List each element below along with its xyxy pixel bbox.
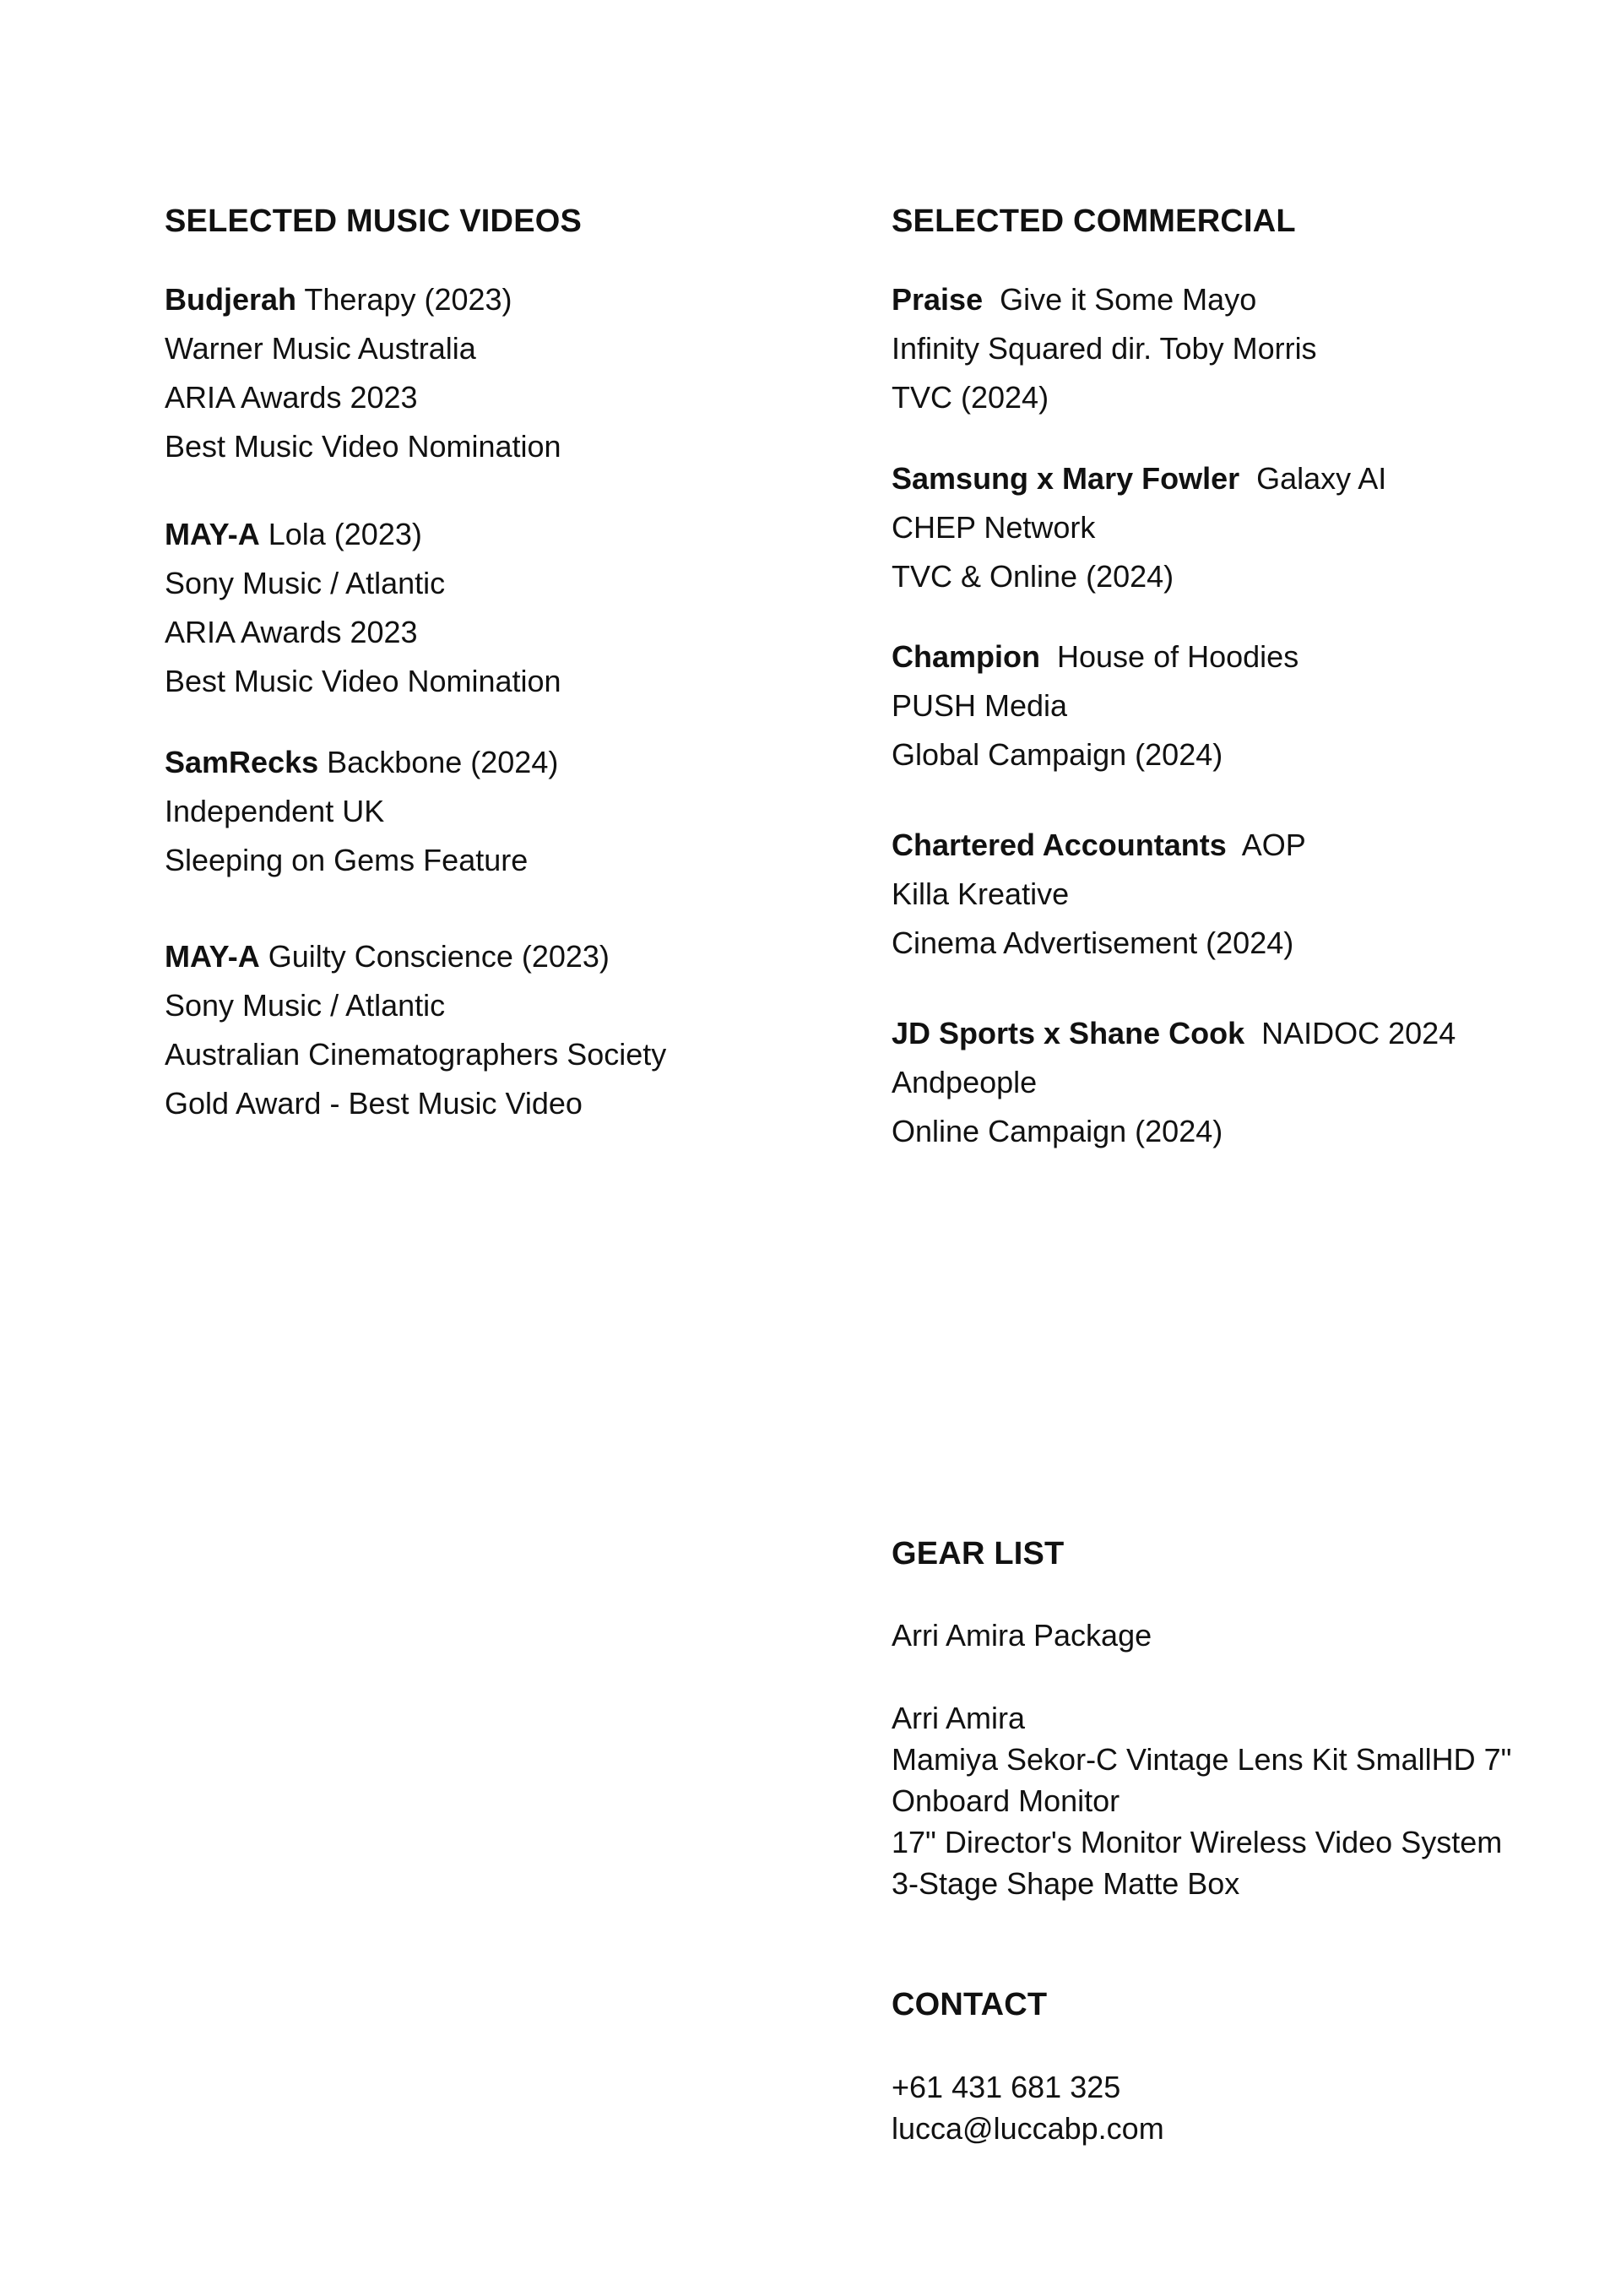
client-name: Praise	[892, 282, 984, 317]
gear-item: Arri Amira	[892, 1701, 1026, 1735]
video-title: Guilty Conscience (2023)	[268, 939, 610, 974]
commercial-entry	[892, 821, 1306, 968]
artist-name: MAY-A	[165, 939, 260, 974]
commercial-entry	[892, 454, 1386, 601]
entry-detail: Sony Music / Atlantic	[165, 988, 446, 1023]
entry-title-line	[165, 275, 561, 324]
entry-detail: Cinema Advertisement (2024)	[892, 925, 1294, 960]
entry-detail: Sony Music / Atlantic	[165, 566, 446, 600]
campaign-title: NAIDOC 2024	[1261, 1016, 1456, 1050]
client-name: JD Sports x Shane Cook	[892, 1016, 1245, 1050]
contact-details	[892, 2066, 1164, 2149]
contact-phone: +61 431 681 325	[892, 2070, 1121, 2104]
entry-detail: Sleeping on Gems Feature	[165, 843, 529, 877]
entry-title-line	[892, 821, 1306, 870]
gear-item: Onboard Monitor	[892, 1783, 1120, 1818]
contact-heading: CONTACT	[892, 1987, 1048, 2022]
campaign-title: Give it Some Mayo	[1000, 282, 1257, 317]
video-title: Lola (2023)	[268, 517, 422, 551]
gear-items-list	[892, 1697, 1511, 1904]
entry-detail: TVC (2024)	[892, 380, 1049, 415]
entry-detail: ARIA Awards 2023	[165, 380, 418, 415]
entry-detail: Killa Kreative	[892, 877, 1070, 911]
entry-title-line	[165, 738, 558, 787]
gear-item: Mamiya Sekor-C Vintage Lens Kit SmallHD 7"	[892, 1742, 1512, 1777]
entry-title-line	[892, 454, 1386, 503]
gear-item: 3-Stage Shape Matte Box	[892, 1866, 1240, 1901]
entry-detail: PUSH Media	[892, 688, 1068, 723]
artist-name: Budjerah	[165, 282, 297, 317]
gear-item: 17" Director's Monitor Wireless Video System	[892, 1825, 1503, 1859]
entry-detail: Independent UK	[165, 794, 385, 828]
gear-package-name: Arri Amira Package	[892, 1618, 1152, 1653]
entry-detail: Warner Music Australia	[165, 331, 476, 366]
campaign-title: AOP	[1241, 828, 1306, 862]
entry-title-line	[892, 275, 1317, 324]
entry-detail: Best Music Video Nomination	[165, 664, 561, 698]
campaign-title: House of Hoodies	[1057, 639, 1299, 674]
entry-title-line	[165, 932, 666, 981]
entry-detail: ARIA Awards 2023	[165, 615, 418, 649]
artist-name: MAY-A	[165, 517, 260, 551]
entry-detail: Andpeople	[892, 1065, 1038, 1099]
entry-detail: Online Campaign (2024)	[892, 1114, 1223, 1148]
music-video-entry	[165, 275, 561, 471]
client-name: Champion	[892, 639, 1040, 674]
client-name: Samsung x Mary Fowler	[892, 461, 1240, 496]
entry-detail: Infinity Squared dir. Toby Morris	[892, 331, 1317, 366]
entry-detail: TVC & Online (2024)	[892, 559, 1174, 594]
video-title: Therapy (2023)	[304, 282, 512, 317]
entry-title-line	[892, 1009, 1456, 1058]
music-videos-heading: SELECTED MUSIC VIDEOS	[165, 204, 583, 239]
entry-detail: CHEP Network	[892, 510, 1096, 545]
commercial-entry	[892, 1009, 1456, 1156]
entry-title-line	[165, 510, 561, 559]
artist-name: SamRecks	[165, 745, 319, 779]
commercial-heading: SELECTED COMMERCIAL	[892, 204, 1296, 239]
music-video-entry	[165, 738, 558, 885]
contact-email[interactable]: lucca@luccabp.com	[892, 2111, 1164, 2146]
music-video-entry	[165, 510, 561, 706]
commercial-entry	[892, 632, 1298, 779]
entry-title-line	[892, 632, 1298, 681]
entry-detail: Australian Cinematographers Society	[165, 1037, 667, 1072]
client-name: Chartered Accountants	[892, 828, 1227, 862]
campaign-title: Galaxy AI	[1256, 461, 1387, 496]
entry-detail: Global Campaign (2024)	[892, 737, 1223, 772]
commercial-entry	[892, 275, 1317, 422]
entry-detail: Gold Award - Best Music Video	[165, 1086, 583, 1121]
music-video-entry	[165, 932, 666, 1128]
gear-list-heading: GEAR LIST	[892, 1536, 1065, 1571]
entry-detail: Best Music Video Nomination	[165, 429, 561, 464]
video-title: Backbone (2024)	[327, 745, 559, 779]
